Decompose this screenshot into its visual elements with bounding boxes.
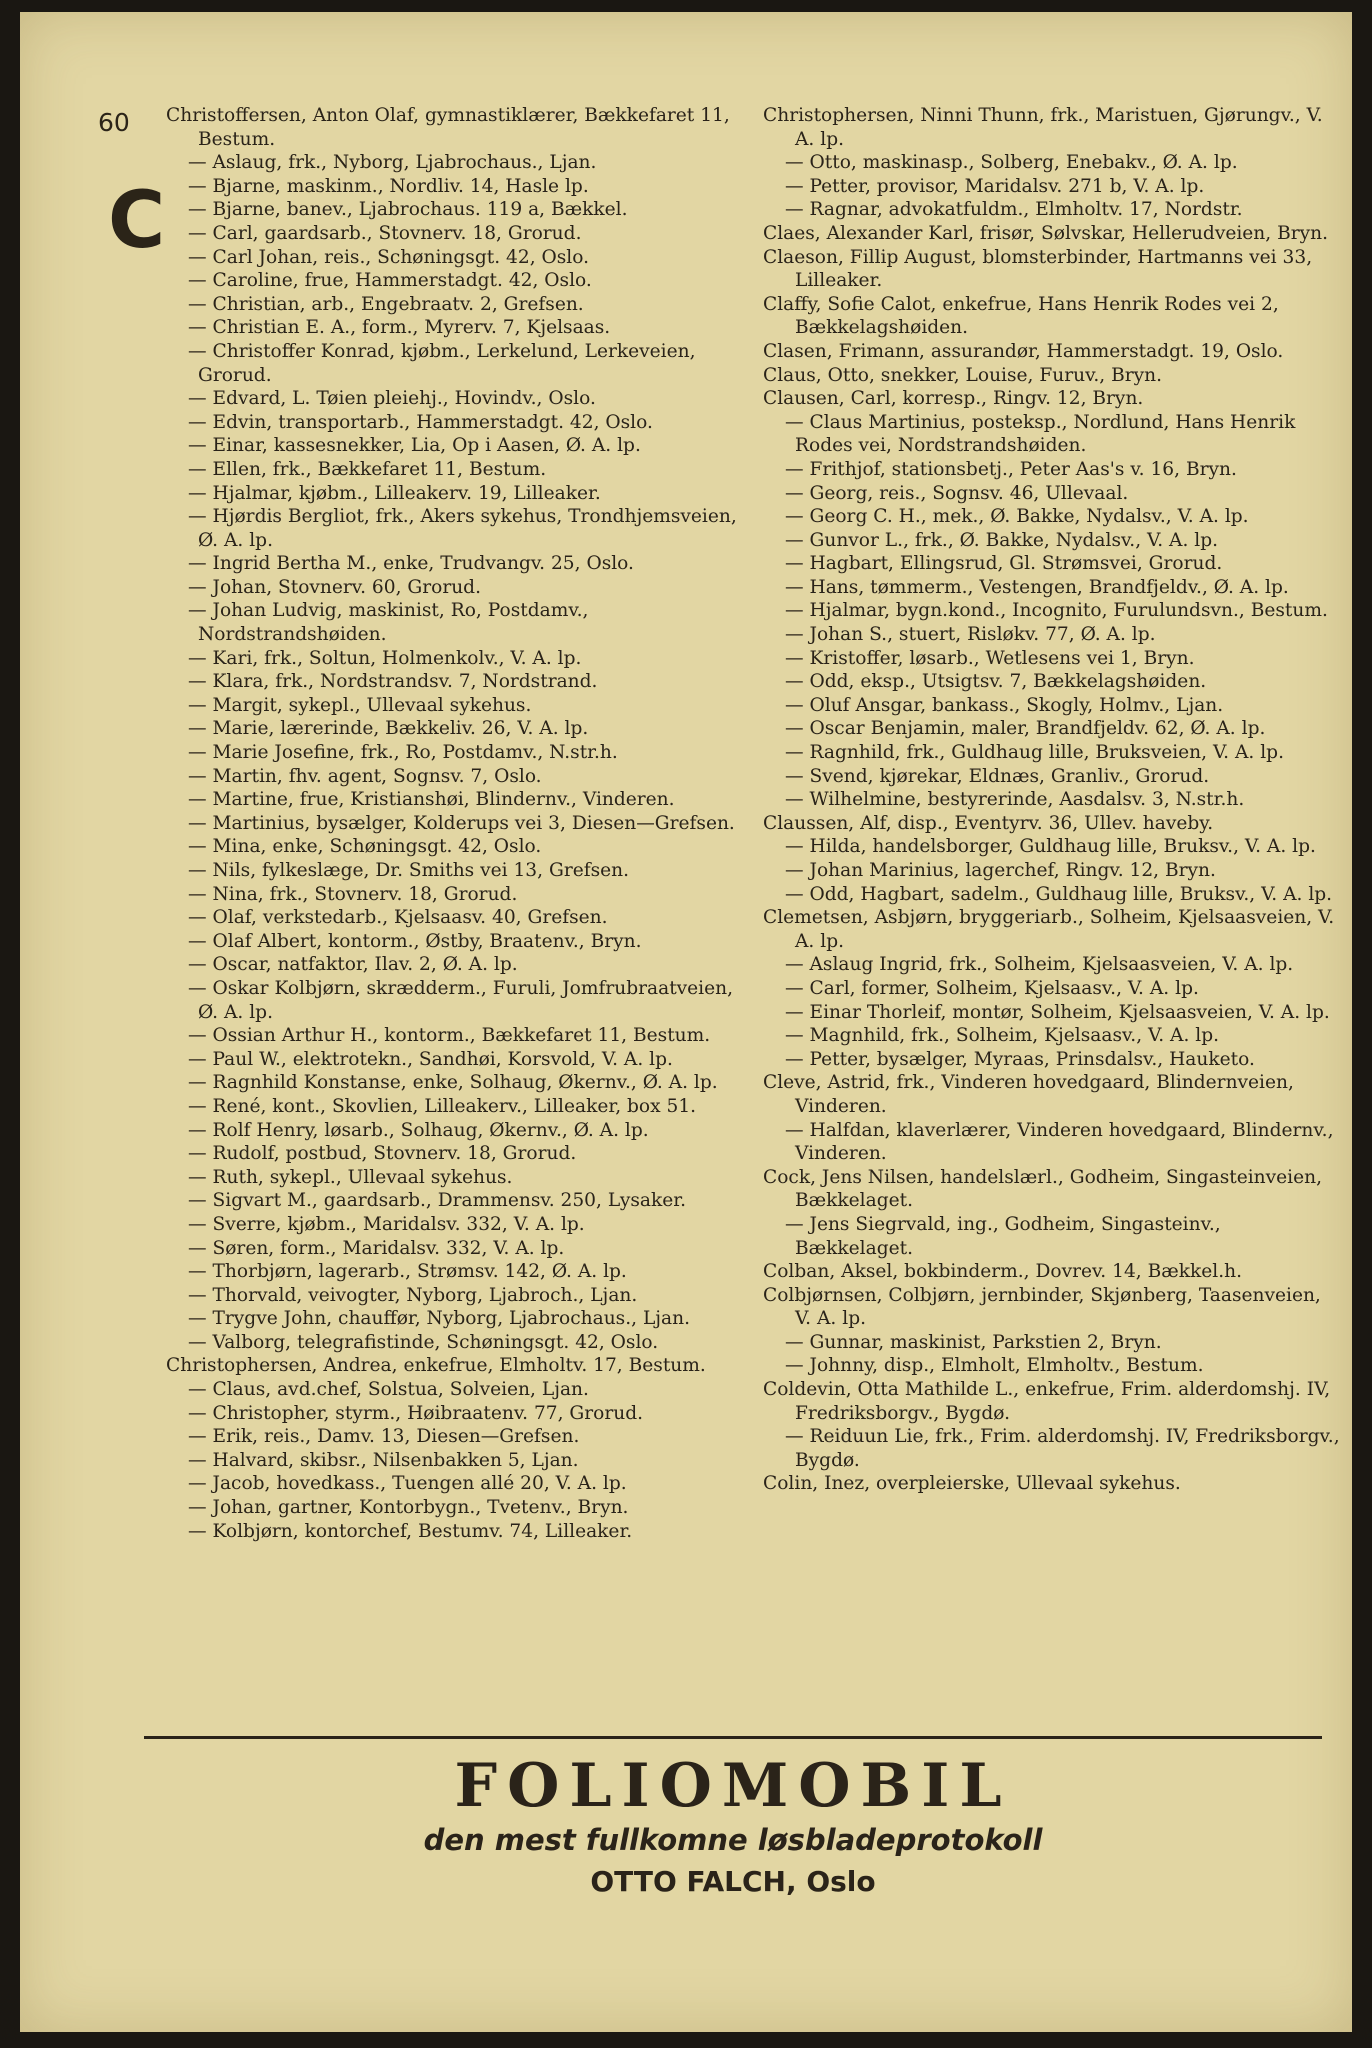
sub-entry: — Hagbart, Ellingsrud, Gl. Strømsvei, Grorud. xyxy=(785,553,1223,575)
sub-entry: — Magnhild, frk., Solheim, Kjelsaasv., V. A. lp. xyxy=(785,1025,1220,1047)
sub-entry: — Frithjof, stationsbetj., Peter Aas's v. 16, Bryn. xyxy=(785,458,1237,480)
sub-entry: — Svend, kjørekar, Eldnæs, Granliv., Grorud. xyxy=(785,765,1210,787)
sub-entry: — Carl, former, Solheim, Kjelsaasv., V. A. lp. xyxy=(785,977,1199,999)
sub-entry: — Reiduun Lie, frk., Frim. alderdomshj. IV, Fredriksborgv., Bygdø. xyxy=(785,1426,1340,1471)
right-column xyxy=(763,104,1341,1496)
directory-entry: Christoffersen, Anton Olaf, gymnastiklærer, Bækkefaret 11, Bestum. xyxy=(166,105,730,150)
sub-entry: — Kari, frk., Soltun, Holmenkolv., V. A. lp. xyxy=(188,647,582,669)
sub-entry: — Sverre, kjøbm., Maridalsv. 332, V. A. lp. xyxy=(188,1213,585,1235)
sub-entry: — Christian E. A., form., Myrerv. 7, Kjelsaas. xyxy=(188,317,611,339)
sub-entry: — Aslaug Ingrid, frk., Solheim, Kjelsaasveien, V. A. lp. xyxy=(785,954,1294,976)
directory-entry: Cock, Jens Nilsen, handelslærl., Godheim, Singasteinveien, Bækkelaget. xyxy=(763,1166,1322,1212)
sub-entry: — Bjarne, maskinm., Nordliv. 14, Hasle lp. xyxy=(188,175,589,197)
ad-company: OTTO FALCH, Oslo xyxy=(590,1865,876,1898)
directory-entry: Clasen, Frimann, assurandør, Hammerstadgt. 19, Oslo. xyxy=(763,340,1284,362)
sub-entry: — Johan Marinius, lagerchef, Ringv. 12, Bryn. xyxy=(785,860,1216,881)
sub-entry: — Thorbjørn, lagerarb., Strømsv. 142, Ø. A. lp. xyxy=(188,1261,627,1283)
sub-entry: — Carl Johan, reis., Schøningsgt. 42, Oslo. xyxy=(188,246,590,268)
sub-entry: — Olaf Albert, kontorm., Østby, Braatenv., Bryn. xyxy=(188,930,642,952)
sub-entry: — Odd, eksp., Utsigtsv. 7, Bækkelagshøiden. xyxy=(785,671,1207,693)
sub-entry: — Martin, fhv. agent, Sognsv. 7, Oslo. xyxy=(188,765,542,787)
sub-entry: — Olaf, verkstedarb., Kjelsaasv. 40, Grefsen. xyxy=(188,907,608,929)
directory-entry: Coldevin, Otta Mathilde L., enkefrue, Frim. alderdomshj. IV, Fredriksborgv., Bygdø. xyxy=(763,1379,1331,1424)
sub-entry: — Ruth, sykepl., Ullevaal sykehus. xyxy=(188,1166,513,1188)
sub-entry: — Hjalmar, bygn.kond., Incognito, Furulundsvn., Bestum. xyxy=(785,600,1328,622)
sub-entry: — Sigvart M., gaardsarb., Drammensv. 250, Lysaker. xyxy=(188,1190,687,1212)
sub-entry: — Oskar Kolbjørn, skrædderm., Furuli, Jomfrubraatveien, Ø. A. lp. xyxy=(188,977,734,1023)
sub-entry: — Claus Martinius, posteksp., Nordlund, Hans Henrik Rodes vei, Nordstrandshøiden. xyxy=(785,411,1296,457)
directory-entry: Claffy, Sofie Calot, enkefrue, Hans Henrik Rodes vei 2, Bækkelagshøiden. xyxy=(763,293,1279,339)
sub-entry: — Oscar, natfaktor, Ilav. 2, Ø. A. lp. xyxy=(188,954,518,976)
sub-entry: — Klara, frk., Nordstrandsv. 7, Nordstrand. xyxy=(188,671,598,693)
sub-entry: — Caroline, frue, Hammerstadgt. 42, Oslo. xyxy=(188,270,592,292)
sub-entry: — Odd, Hagbart, sadelm., Guldhaug lille, Bruksv., V. A. lp. xyxy=(785,883,1333,905)
sub-entry: — Petter, bysælger, Myraas, Prinsdalsv., Hauketo. xyxy=(785,1048,1255,1070)
advertisement xyxy=(144,1750,1322,1902)
sub-entry: — Georg, reis., Sognsv. 46, Ullevaal. xyxy=(785,482,1129,504)
sub-entry: — Wilhelmine, bestyrerinde, Aasdalsv. 3, N.str.h. xyxy=(785,789,1245,811)
left-column xyxy=(166,104,744,1543)
sub-entry: — Johan, gartner, Kontorbygn., Tvetenv., Bryn. xyxy=(188,1497,629,1519)
sub-entry: — Martinius, bysælger, Kolderups vei 3, Diesen—Grefsen. xyxy=(188,812,735,834)
sub-entry: — Carl, gaardsarb., Stovnerv. 18, Grorud. xyxy=(188,222,582,244)
sub-entry: — Oluf Ansgar, bankass., Skogly, Holmv., Ljan. xyxy=(785,694,1224,716)
sub-entry: — Georg C. H., mek., Ø. Bakke, Nydalsv., V. A. lp. xyxy=(785,506,1249,528)
sub-entry: — Marie, lærerinde, Bækkeliv. 26, V. A. lp. xyxy=(188,718,589,740)
sub-entry: — Einar Thorleif, montør, Solheim, Kjelsaasveien, V. A. lp. xyxy=(785,1001,1330,1023)
sub-entry: — Trygve John, chauffør, Nyborg, Ljabrochaus., Ljan. xyxy=(188,1308,691,1330)
sub-entry: — Kolbjørn, kontorchef, Bestumv. 74, Lilleaker. xyxy=(188,1520,633,1542)
sub-entry: — Otto, maskinasp., Solberg, Enebakv., Ø. A. lp. xyxy=(785,152,1238,174)
sub-entry: — Christian, arb., Engebraatv. 2, Grefsen. xyxy=(188,293,584,315)
sub-entry: — Thorvald, veivogter, Nyborg, Ljabroch., Ljan. xyxy=(188,1284,638,1306)
sub-entry: — Ragnar, advokatfuldm., Elmholtv. 17, Nordstr. xyxy=(785,199,1243,221)
sub-entry: — Christoffer Konrad, kjøbm., Lerkelund, Lerkeveien, Grorud. xyxy=(188,340,696,386)
sub-entry: — Bjarne, banev., Ljabrochaus. 119 a, Bækkel. xyxy=(188,199,628,221)
section-letter: C xyxy=(108,176,166,266)
sub-entry: — Margit, sykepl., Ullevaal sykehus. xyxy=(188,694,532,716)
sub-entry: — Ragnhild Konstanse, enke, Solhaug, Økernv., Ø. A. lp. xyxy=(188,1072,718,1094)
ad-subtitle: den mest fullkomne løsbladeprotokoll xyxy=(423,1823,1043,1857)
ad-title: FOLIOMOBIL xyxy=(454,1751,1012,1821)
sub-entry: — Jens Siegrvald, ing., Godheim, Singasteinv., Bækkelaget. xyxy=(785,1213,1221,1259)
sub-entry: — Ossian Arthur H., kontorm., Bækkefaret 11, Bestum. xyxy=(188,1025,711,1047)
sub-entry: — René, kont., Skovlien, Lilleakerv., Lilleaker, box 51. xyxy=(188,1095,697,1117)
directory-entry: Colbjørnsen, Colbjørn, jernbinder, Skjønberg, Taasenveien, V. A. lp. xyxy=(763,1284,1321,1330)
sub-entry: — Halfdan, klaverlærer, Vinderen hovedgaard, Blindernv., Vinderen. xyxy=(785,1119,1334,1165)
directory-entry: Christophersen, Ninni Thunn, frk., Maristuen, Gjørungv., V. A. lp. xyxy=(763,105,1323,150)
page-number: 60 xyxy=(98,108,130,137)
sub-entry: — Edvin, transportarb., Hammerstadgt. 42, Oslo. xyxy=(188,411,653,433)
directory-entry: Cleve, Astrid, frk., Vinderen hovedgaard, Blindernveien, Vinderen. xyxy=(763,1072,1294,1117)
sub-entry: — Ragnhild, frk., Guldhaug lille, Bruksveien, V. A. lp. xyxy=(785,742,1284,764)
sub-entry: — Nina, frk., Stovnerv. 18, Grorud. xyxy=(188,883,518,905)
sub-entry: — Rolf Henry, løsarb., Solhaug, Økernv., Ø. A. lp. xyxy=(188,1119,649,1141)
directory-entry: Claeson, Fillip August, blomsterbinder, Hartmanns vei 33, Lilleaker. xyxy=(763,246,1313,292)
sub-entry: — Christopher, styrm., Høibraatenv. 77, Grorud. xyxy=(188,1402,644,1424)
sub-entry: — Johnny, disp., Elmholt, Elmholtv., Bestum. xyxy=(785,1355,1204,1377)
directory-entry: Clausen, Carl, korresp., Ringv. 12, Bryn. xyxy=(763,388,1144,410)
sub-entry: — Hilda, handelsborger, Guldhaug lille, Bruksv., V. A. lp. xyxy=(785,836,1316,858)
sub-entry: — Valborg, telegrafistinde, Schøningsgt. 42, Oslo. xyxy=(188,1331,659,1353)
directory-entry: Christophersen, Andrea, enkefrue, Elmholtv. 17, Bestum. xyxy=(166,1355,706,1377)
sub-entry: — Johan S., stuert, Risløkv. 77, Ø. A. lp. xyxy=(785,624,1156,646)
sub-entry: — Hjørdis Bergliot, frk., Akers sykehus, Trondhjemsveien, Ø. A. lp. xyxy=(188,506,737,551)
sub-entry: — Ingrid Bertha M., enke, Trudvangv. 25, Oslo. xyxy=(188,553,634,575)
sub-entry: — Hans, tømmerm., Vestengen, Brandfjeldv., Ø. A. lp. xyxy=(785,576,1289,598)
sub-entry: — Nils, fylkeslæge, Dr. Smiths vei 13, Grefsen. xyxy=(188,860,630,881)
sub-entry: — Gunvor L., frk., Ø. Bakke, Nydalsv., V. A. lp. xyxy=(785,529,1219,551)
sub-entry: — Erik, reis., Damv. 13, Diesen—Grefsen. xyxy=(188,1426,580,1448)
sub-entry: — Paul W., elektrotekn., Sandhøi, Korsvold, V. A. lp. xyxy=(188,1048,673,1070)
directory-page xyxy=(20,12,1352,2032)
sub-entry: — Ellen, frk., Bækkefaret 11, Bestum. xyxy=(188,458,547,480)
sub-entry: — Johan, Stovnerv. 60, Grorud. xyxy=(188,576,481,598)
sub-entry: — Mina, enke, Schøningsgt. 42, Oslo. xyxy=(188,836,542,858)
directory-entry: Claes, Alexander Karl, frisør, Sølvskar, Hellerudveien, Bryn. xyxy=(763,222,1329,244)
sub-entry: — Claus, avd.chef, Solstua, Solveien, Ljan. xyxy=(188,1379,589,1401)
sub-entry: — Oscar Benjamin, maler, Brandfjeldv. 62, Ø. A. lp. xyxy=(785,718,1266,740)
sub-entry: — Johan Ludvig, maskinist, Ro, Postdamv., Nordstrandshøiden. xyxy=(188,600,589,646)
sub-entry: — Søren, form., Maridalsv. 332, V. A. lp. xyxy=(188,1237,565,1259)
sub-entry: — Hjalmar, kjøbm., Lilleakerv. 19, Lilleaker. xyxy=(188,482,601,504)
sub-entry: — Petter, provisor, Maridalsv. 271 b, V. A. lp. xyxy=(785,175,1205,197)
sub-entry: — Edvard, L. Tøien pleiehj., Hovindv., Oslo. xyxy=(188,388,596,410)
sub-entry: — Martine, frue, Kristianshøi, Blindernv., Vinderen. xyxy=(188,789,675,811)
sub-entry: — Aslaug, frk., Nyborg, Ljabrochaus., Ljan. xyxy=(188,152,597,174)
sub-entry: — Kristoffer, løsarb., Wetlesens vei 1, Bryn. xyxy=(785,647,1195,669)
sub-entry: — Marie Josefine, frk., Ro, Postdamv., N.str.h. xyxy=(188,742,618,764)
directory-entry: Clemetsen, Asbjørn, bryggeriarb., Solheim, Kjelsaasveien, V. A. lp. xyxy=(763,907,1335,952)
directory-entry: Colin, Inez, overpleierske, Ullevaal sykehus. xyxy=(763,1473,1181,1495)
divider-rule xyxy=(144,1736,1322,1739)
directory-entry: Colban, Aksel, bokbinderm., Dovrev. 14, Bækkel.h. xyxy=(763,1261,1243,1283)
sub-entry: — Rudolf, postbud, Stovnerv. 18, Grorud. xyxy=(188,1143,577,1165)
sub-entry: — Halvard, skibsr., Nilsenbakken 5, Ljan. xyxy=(188,1449,579,1471)
sub-entry: — Einar, kassesnekker, Lia, Op i Aasen, Ø. A. lp. xyxy=(188,435,641,457)
sub-entry: — Gunnar, maskinist, Parkstien 2, Bryn. xyxy=(785,1331,1162,1353)
sub-entry: — Jacob, hovedkass., Tuengen allé 20, V. A. lp. xyxy=(188,1473,627,1495)
directory-entry: Claussen, Alf, disp., Eventyrv. 36, Ullev. haveby. xyxy=(763,812,1214,834)
directory-entry: Claus, Otto, snekker, Louise, Furuv., Bryn. xyxy=(763,364,1163,386)
